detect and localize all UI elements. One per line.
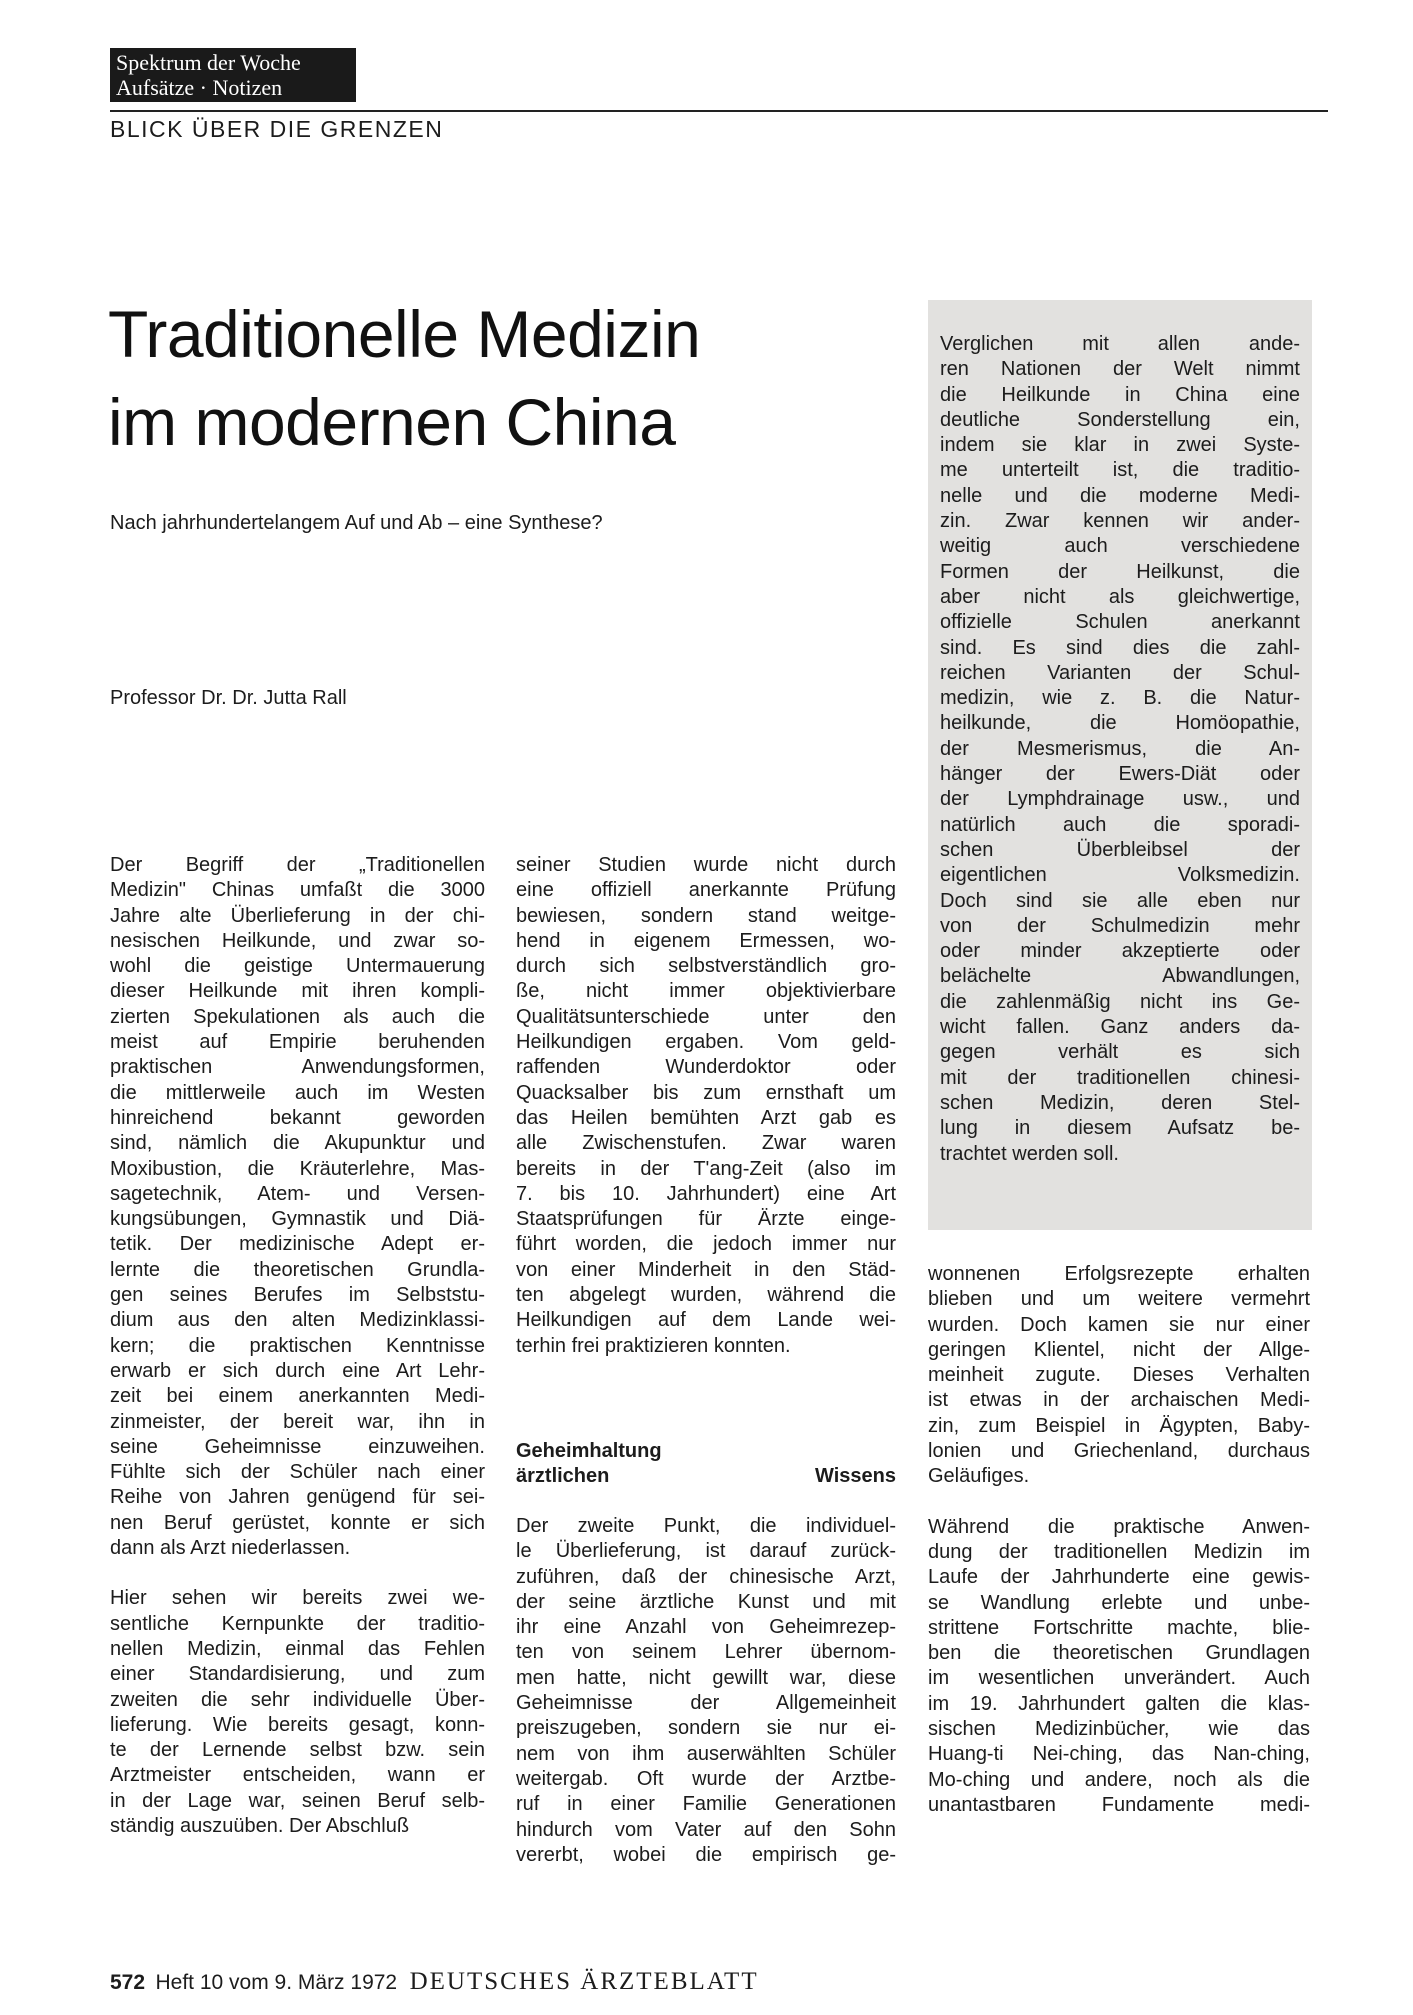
- section-badge: [110, 48, 356, 102]
- text-line: weitergab. Oft wurde der Arztbe-: [516, 1767, 896, 1790]
- header-rule: [110, 110, 1328, 112]
- text-line: kern; die praktischen Kenntnisse: [110, 1334, 485, 1357]
- subheading-line-1: Geheimhaltung: [516, 1440, 662, 1462]
- text-line: offizielle Schulen anerkannt: [940, 611, 1300, 634]
- text-line: zweiten die sehr individuelle Über-: [110, 1688, 485, 1711]
- text-line: ihr eine Anzahl von Geheimrezep-: [516, 1616, 896, 1639]
- text-line: Hier sehen wir bereits zwei we-: [110, 1587, 485, 1610]
- text-line: im wesentlichen unverändert. Auch: [928, 1667, 1310, 1690]
- text-line: Formen der Heilkunst, die: [940, 560, 1300, 583]
- text-line: Geläufiges.: [928, 1465, 1030, 1488]
- text-line: Laufe der Jahrhunderte eine gewis-: [928, 1566, 1310, 1589]
- text-line: Während die praktische Anwen-: [928, 1515, 1310, 1538]
- text-line: Verglichen mit allen ande-: [940, 333, 1300, 355]
- text-line: in der Lage war, seinen Beruf selb-: [110, 1789, 485, 1812]
- text-line: von der Schulmedizin mehr: [940, 914, 1300, 937]
- text-line: eine offiziell anerkannte Prüfung: [516, 879, 896, 902]
- column-3: [928, 1262, 1310, 1818]
- text-line: men hatte, nicht gewillt war, diese: [516, 1666, 896, 1689]
- text-line: reichen Varianten der Schul-: [940, 661, 1300, 684]
- text-line: ist etwas in der archaischen Medi-: [928, 1389, 1310, 1412]
- text-line: ten von seinem Lehrer übernom-: [516, 1641, 896, 1664]
- text-line: heilkunde, die Homöopathie,: [940, 712, 1300, 735]
- text-line: sagetechnik, Atem- und Versen-: [110, 1182, 485, 1205]
- text-line: zuführen, daß der chinesische Arzt,: [516, 1565, 896, 1588]
- text-line: sentliche Kernpunkte der traditio-: [110, 1612, 485, 1635]
- text-line: indem sie klar in zwei Syste-: [940, 434, 1300, 457]
- text-line: seiner Studien wurde nicht durch: [516, 854, 896, 876]
- column-2-paragraph-2: [516, 1514, 896, 1868]
- subheading-line-2: ärztlichen Wissens: [516, 1465, 896, 1487]
- text-line: einer Standardisierung, und zum: [110, 1663, 485, 1686]
- issue-info: Heft 10 vom 9. März 1972: [155, 1971, 398, 1994]
- text-line: hänger der Ewers-Diät oder: [940, 763, 1300, 786]
- text-line: trachtet werden soll.: [940, 1142, 1119, 1165]
- text-line: medizin, wie z. B. die Natur-: [940, 687, 1300, 710]
- text-line: schen Überbleibsel der: [940, 838, 1300, 861]
- text-line: seine Geheimnisse einzuweihen.: [110, 1435, 485, 1458]
- text-line: preiszugeben, sondern sie nur ei-: [516, 1717, 896, 1740]
- text-line: lung in diesem Aufsatz be-: [940, 1117, 1300, 1140]
- infobox-text: [940, 332, 1300, 1167]
- column-3-paragraph-1: [928, 1262, 1310, 1490]
- text-line: ße, nicht immer objektivierbare: [516, 980, 896, 1003]
- text-line: zin, zum Beispiel in Ägypten, Baby-: [928, 1414, 1310, 1437]
- text-line: sind, nämlich die Akupunktur und: [110, 1132, 485, 1155]
- page-number: 572: [110, 1971, 146, 1994]
- text-line: Heilkundigen auf dem Lande wei-: [516, 1309, 896, 1332]
- text-line: sind. Es sind dies die zahl-: [940, 636, 1300, 659]
- text-line: Fühlte sich der Schüler nach einer: [110, 1461, 485, 1484]
- article-subtitle: Nach jahrhundertelangem Auf und Ab – eine Synthese?: [110, 512, 603, 534]
- text-line: im 19. Jahrhundert galten die klas-: [928, 1692, 1310, 1715]
- text-line: Doch sind sie alle eben nur: [940, 889, 1300, 912]
- column-1-paragraph-1: [110, 853, 485, 1561]
- text-line: se Wandlung erlebte und unbe-: [928, 1591, 1310, 1614]
- text-line: belächelte Abwandlungen,: [940, 965, 1300, 988]
- text-line: lernte die theoretischen Grundla-: [110, 1258, 485, 1281]
- text-line: le Überlieferung, ist darauf zurück-: [516, 1540, 896, 1563]
- text-line: der seine ärztliche Kunst und mit: [516, 1590, 896, 1613]
- text-line: vererbt, wobei die empirisch ge-: [516, 1843, 896, 1866]
- text-line: Reihe von Jahren genügend für sei-: [110, 1486, 485, 1509]
- text-line: die mittlerweile auch im Westen: [110, 1081, 485, 1104]
- subheading: [516, 1439, 896, 1489]
- text-line: meist auf Empirie beruhenden: [110, 1031, 485, 1054]
- text-line: strittene Fortschritte machte, blie-: [928, 1616, 1310, 1639]
- text-line: dung der traditionellen Medizin im: [928, 1540, 1310, 1563]
- text-line: führt worden, die jedoch immer nur: [516, 1233, 896, 1256]
- text-line: Quacksalber bis zum ernsthaft um: [516, 1081, 896, 1104]
- text-line: deutliche Sonderstellung ein,: [940, 408, 1300, 431]
- text-line: Mo-ching und andere, noch als die: [928, 1768, 1310, 1791]
- text-line: lieferung. Wie bereits gesagt, konn-: [110, 1713, 485, 1736]
- column-2: [516, 853, 896, 1359]
- text-line: gegen verhält es sich: [940, 1041, 1300, 1064]
- text-line: blieben und um weitere vermehrt: [928, 1288, 1310, 1311]
- text-line: Staatsprüfungen für Ärzte einge-: [516, 1208, 896, 1231]
- text-line: nem von ihm auserwählten Schüler: [516, 1742, 896, 1765]
- text-line: schen Medizin, deren Stel-: [940, 1091, 1300, 1114]
- text-line: das Heilen bemühten Arzt gab es: [516, 1106, 896, 1129]
- column-3-paragraph-2: [928, 1515, 1310, 1819]
- text-line: wohl die geistige Untermauerung: [110, 955, 485, 978]
- text-line: von einer Minderheit in den Städ-: [516, 1258, 896, 1281]
- text-line: nelle und die moderne Medi-: [940, 484, 1300, 507]
- text-line: dium aus den alten Medizinklassi-: [110, 1309, 485, 1332]
- text-line: zeit bei einem anerkannten Medi-: [110, 1385, 485, 1408]
- text-line: alle Zwischenstufen. Zwar waren: [516, 1132, 896, 1155]
- text-line: ren Nationen der Welt nimmt: [940, 358, 1300, 381]
- journal-name: DEUTSCHES ÄRZTEBLATT: [409, 1968, 759, 1995]
- article-title: [108, 290, 700, 466]
- text-line: oder minder akzeptierte oder: [940, 940, 1300, 963]
- text-line: gen seines Berufes im Selbststu-: [110, 1284, 485, 1307]
- text-line: 7. bis 10. Jahrhundert) eine Art: [516, 1182, 896, 1205]
- article-author: Professor Dr. Dr. Jutta Rall: [110, 687, 347, 709]
- text-line: eigentlichen Volksmedizin.: [940, 864, 1300, 887]
- column-1: [110, 853, 485, 1839]
- title-line-1: Traditionelle Medizin: [108, 297, 701, 371]
- text-line: dieser Heilkunde mit ihren kompli-: [110, 980, 485, 1003]
- text-line: terhin frei praktizieren konnten.: [516, 1334, 791, 1357]
- section-label: BLICK ÜBER DIE GRENZEN: [110, 116, 444, 142]
- text-line: wicht fallen. Ganz anders da-: [940, 1016, 1300, 1039]
- text-line: aber nicht als gleichwertige,: [940, 585, 1300, 608]
- text-line: Heilkundigen ergaben. Vom geld-: [516, 1031, 896, 1054]
- badge-line-2: Aufsätze · Notizen: [116, 75, 283, 100]
- text-line: hinreichend bekannt geworden: [110, 1106, 485, 1129]
- text-line: ten abgelegt wurden, während die: [516, 1284, 896, 1307]
- text-line: weitig auch verschiedene: [940, 535, 1300, 558]
- page-footer: [110, 1968, 759, 1996]
- column-2-section: [516, 1439, 896, 1868]
- text-line: erwarb er sich durch eine Art Lehr-: [110, 1359, 485, 1382]
- text-line: ständig auszuüben. Der Abschluß: [110, 1814, 410, 1837]
- text-line: meinheit zugute. Dieses Verhalten: [928, 1364, 1310, 1387]
- text-line: die zahlenmäßig nicht ins Ge-: [940, 990, 1300, 1013]
- text-line: sischen Medizinbücher, wie das: [928, 1718, 1310, 1741]
- text-line: dann als Arzt niederlassen.: [110, 1537, 351, 1560]
- text-line: Moxibustion, die Kräuterlehre, Mas-: [110, 1157, 485, 1180]
- text-line: nellen Medizin, einmal das Fehlen: [110, 1637, 485, 1660]
- text-line: tetik. Der medizinische Adept er-: [110, 1233, 485, 1256]
- text-line: lonien und Griechenland, durchaus: [928, 1440, 1310, 1463]
- text-line: Der zweite Punkt, die individuel-: [516, 1515, 896, 1537]
- text-line: natürlich auch die sporadi-: [940, 813, 1300, 836]
- text-line: geringen Klientel, nicht der Allge-: [928, 1338, 1310, 1361]
- text-line: der Mesmerismus, die An-: [940, 737, 1300, 760]
- title-line-2: im modernen China: [108, 385, 676, 459]
- text-line: der Lymphdrainage usw., und: [940, 788, 1300, 811]
- text-line: Der Begriff der „Traditionellen: [110, 854, 485, 876]
- text-line: wurden. Doch kamen sie nur einer: [928, 1313, 1310, 1336]
- text-line: mit der traditionellen chinesi-: [940, 1066, 1300, 1089]
- text-line: kungsübungen, Gymnastik und Diä-: [110, 1208, 485, 1231]
- text-line: wonnenen Erfolgsrezepte erhalten: [928, 1263, 1310, 1285]
- text-line: zin. Zwar kennen wir ander-: [940, 510, 1300, 533]
- text-line: unantastbaren Fundamente medi-: [928, 1793, 1310, 1816]
- text-line: durch sich selbstverständlich gro-: [516, 955, 896, 978]
- column-1-paragraph-2: [110, 1586, 485, 1839]
- badge-line-1: Spektrum der Woche: [116, 50, 301, 75]
- text-line: Jahre alte Überlieferung in der chi-: [110, 904, 485, 927]
- text-line: hend in eigenem Ermessen, wo-: [516, 929, 896, 952]
- text-line: ben die theoretischen Grundlagen: [928, 1642, 1310, 1665]
- text-line: zinmeister, der bereit war, ihn in: [110, 1410, 485, 1433]
- text-line: bewiesen, sondern stand weitge-: [516, 904, 896, 927]
- text-line: nen Beruf gerüstet, konnte er sich: [110, 1511, 485, 1534]
- text-line: raffenden Wunderdoktor oder: [516, 1056, 896, 1079]
- text-line: die Heilkunde in China eine: [940, 383, 1300, 406]
- text-line: hindurch vom Vater auf den Sohn: [516, 1818, 896, 1841]
- text-line: Huang-ti Nei-ching, das Nan-ching,: [928, 1743, 1310, 1766]
- text-line: ruf in einer Familie Generationen: [516, 1793, 896, 1816]
- text-line: nesischen Heilkunde, und zwar so-: [110, 929, 485, 952]
- text-line: praktischen Anwendungsformen,: [110, 1056, 485, 1079]
- text-line: zierten Spekulationen als auch die: [110, 1005, 485, 1028]
- text-line: me unterteilt ist, die traditio-: [940, 459, 1300, 482]
- text-line: Arztmeister entscheiden, wann er: [110, 1764, 485, 1787]
- text-line: Medizin" Chinas umfaßt die 3000: [110, 879, 485, 902]
- text-line: te der Lernende selbst bzw. sein: [110, 1739, 485, 1762]
- text-line: Geheimnisse der Allgemeinheit: [516, 1692, 896, 1715]
- text-line: Qualitätsunterschiede unter den: [516, 1005, 896, 1028]
- text-line: bereits in der T'ang-Zeit (also im: [516, 1157, 896, 1180]
